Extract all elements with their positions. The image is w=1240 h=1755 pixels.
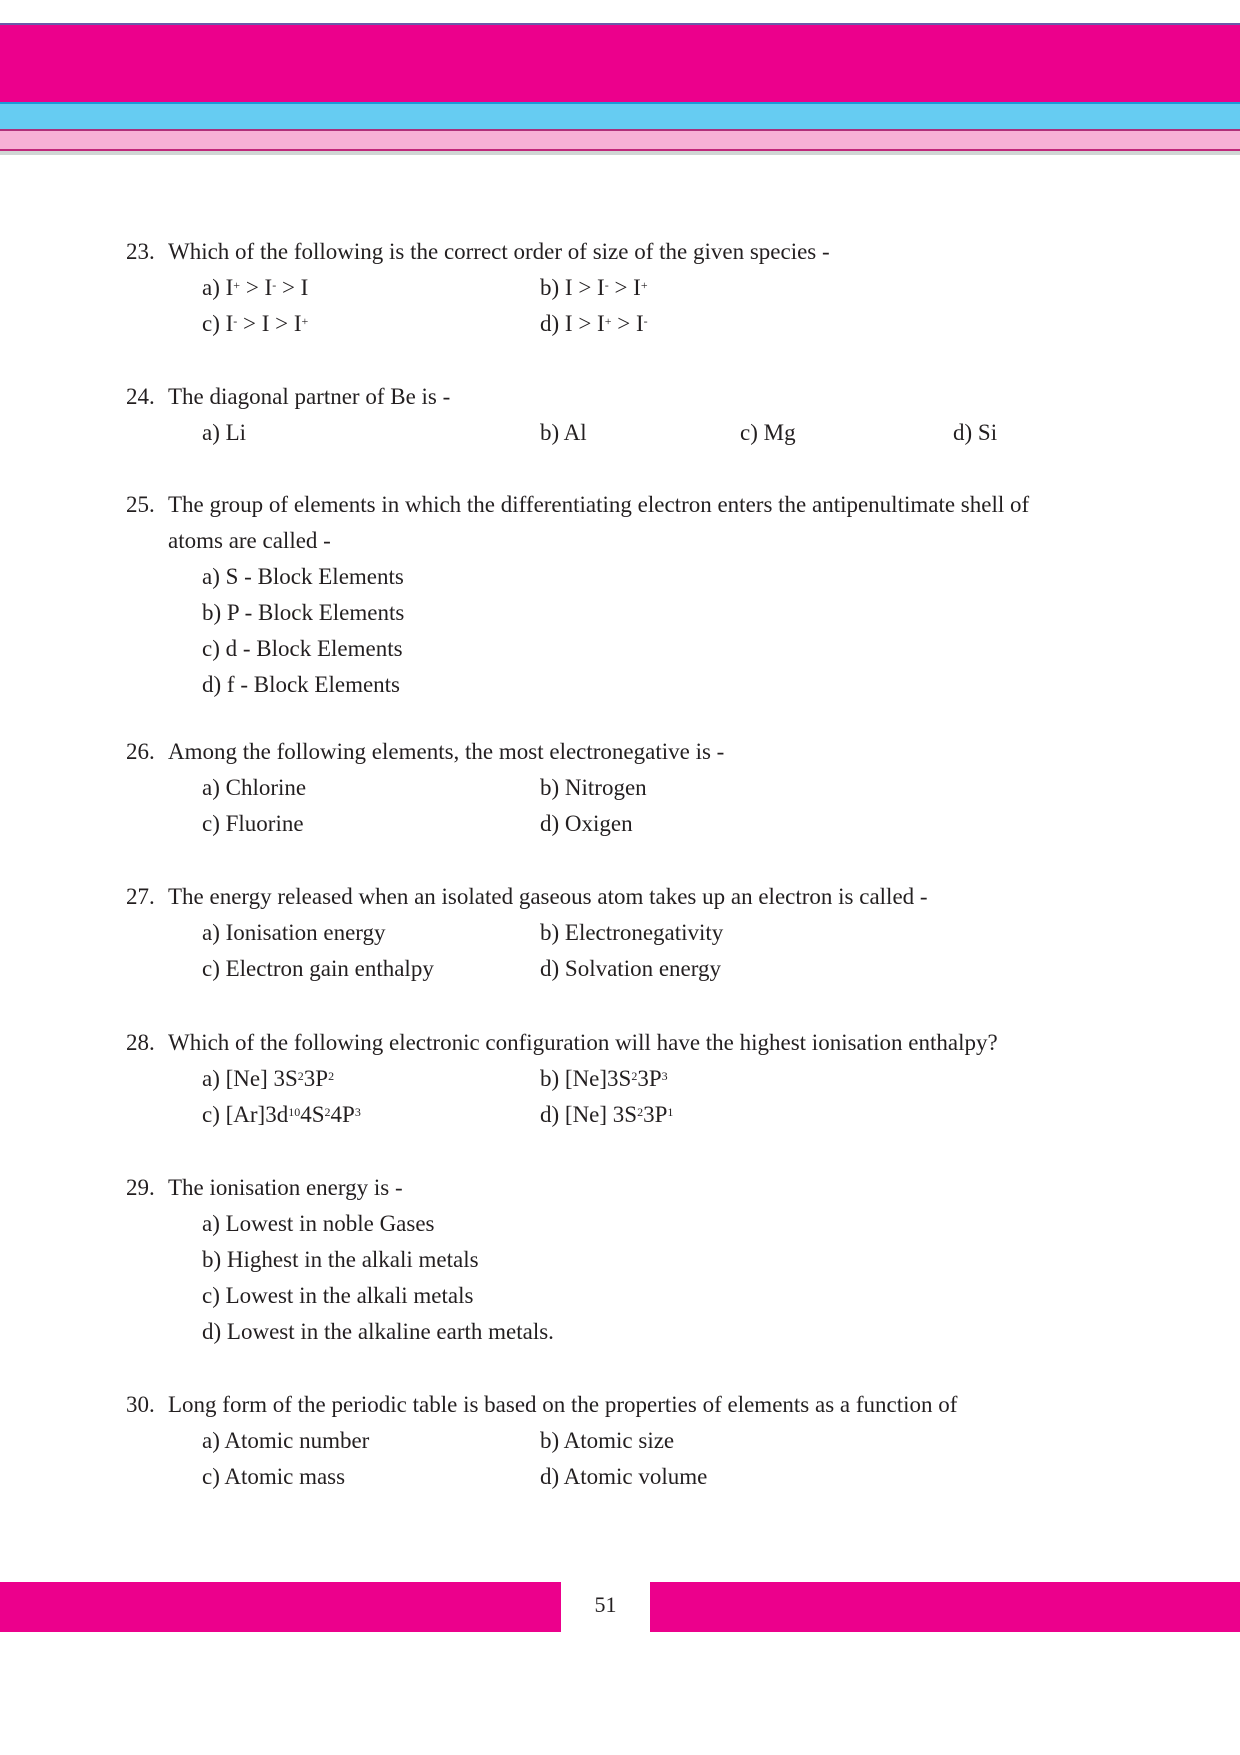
- header-band-pink: [0, 131, 1240, 149]
- option-a: [202, 559, 404, 595]
- option-text: > I: [611, 311, 644, 336]
- option-text: b) [Ne]3S: [540, 1066, 632, 1091]
- option-text: b) P - Block Elements: [202, 600, 405, 625]
- superscript: 2: [328, 1069, 335, 1083]
- option-row: [126, 559, 1126, 595]
- question-23: [126, 234, 1126, 342]
- option-row: [126, 915, 1126, 951]
- option-c: [202, 951, 434, 987]
- option-c: [202, 806, 304, 842]
- option-text: c) Lowest in the alkali metals: [202, 1283, 474, 1308]
- option-text: c) Mg: [740, 420, 796, 445]
- question-number: 29.: [126, 1175, 155, 1200]
- option-c: [202, 1459, 345, 1495]
- question-text: Which of the following is the correct order of size of the given species -: [168, 239, 830, 264]
- option-text: b) Highest in the alkali metals: [202, 1247, 479, 1272]
- option-c: [202, 306, 308, 342]
- superscript: 2: [631, 1069, 638, 1083]
- question-text: atoms are called -: [168, 528, 331, 553]
- option-c: [202, 1097, 361, 1133]
- option-a: [202, 415, 246, 451]
- question-text-line: [126, 379, 1126, 415]
- option-row: [126, 1061, 1126, 1097]
- question-text-line: [126, 879, 1126, 915]
- option-d: [540, 806, 633, 842]
- superscript: -: [604, 278, 609, 292]
- question-text: Which of the following electronic configuration will have the highest ionisation enthalpy?: [168, 1030, 998, 1055]
- question-number: 28.: [126, 1030, 155, 1055]
- question-text-line: [126, 1170, 1126, 1206]
- option-text: b) Al: [540, 420, 587, 445]
- question-number: 23.: [126, 239, 155, 264]
- option-text: c) Fluorine: [202, 811, 304, 836]
- question-29: [126, 1170, 1126, 1350]
- option-b: [202, 595, 404, 631]
- option-text: b) Nitrogen: [540, 775, 647, 800]
- option-b: [202, 1242, 479, 1278]
- option-text: d) Si: [953, 420, 998, 445]
- question-26: [126, 734, 1126, 842]
- superscript: 10: [288, 1105, 301, 1119]
- question-number: 27.: [126, 884, 155, 909]
- question-text-line: [126, 234, 1126, 270]
- option-row: [126, 1278, 1126, 1314]
- question-text: The diagonal partner of Be is -: [168, 384, 451, 409]
- option-a: [202, 915, 386, 951]
- option-text: b) Electronegativity: [540, 920, 724, 945]
- option-a: [202, 1423, 369, 1459]
- option-text: > I > I: [237, 311, 302, 336]
- option-row: [126, 667, 1126, 703]
- question-25: [126, 487, 1126, 703]
- superscript: 2: [297, 1069, 304, 1083]
- option-row: [126, 1459, 1126, 1495]
- option-b: [540, 1423, 674, 1459]
- superscript: 3: [661, 1069, 668, 1083]
- footer-bar-left: [0, 1582, 561, 1632]
- option-text: d) f - Block Elements: [202, 672, 401, 697]
- option-text: d) Oxigen: [540, 811, 633, 836]
- option-row: [126, 1423, 1126, 1459]
- option-row: [126, 1242, 1126, 1278]
- question-text-line: [126, 1387, 1126, 1423]
- option-text: d) [Ne] 3S: [540, 1102, 638, 1127]
- question-text: Among the following elements, the most electronegative is -: [168, 739, 725, 764]
- option-text: c) I: [202, 311, 234, 336]
- option-c: [740, 415, 796, 451]
- option-text: > I: [608, 275, 641, 300]
- page-number: 51: [594, 1592, 617, 1617]
- question-number: 30.: [126, 1392, 155, 1417]
- superscript: -: [233, 314, 238, 328]
- option-text: d) Lowest in the alkaline earth metals.: [202, 1319, 554, 1344]
- superscript: +: [640, 278, 648, 292]
- option-text: c) [Ar]3d: [202, 1102, 289, 1127]
- question-text: Long form of the periodic table is based on the properties of elements as a function of: [168, 1392, 958, 1417]
- option-a: [202, 1206, 435, 1242]
- question-text: The group of elements in which the differentiating electron enters the antipenultimate shell of: [168, 492, 1030, 517]
- option-text: a) I: [202, 275, 234, 300]
- option-row: [126, 631, 1126, 667]
- question-24: [126, 379, 1126, 451]
- superscript: 1: [667, 1105, 674, 1119]
- option-a: [202, 1061, 334, 1097]
- footer-bar-right: [650, 1582, 1240, 1632]
- header-band-magenta: [0, 25, 1240, 102]
- option-text: c) d - Block Elements: [202, 636, 403, 661]
- option-text: > I: [240, 275, 273, 300]
- option-text: c) Electron gain enthalpy: [202, 956, 434, 981]
- header-band-grey: [0, 151, 1240, 155]
- option-row: [126, 415, 1126, 451]
- option-text: 4P: [330, 1102, 355, 1127]
- question-text: The energy released when an isolated gaseous atom takes up an electron is called -: [168, 884, 928, 909]
- option-text: 4S: [300, 1102, 325, 1127]
- superscript: 2: [324, 1105, 331, 1119]
- option-row: [126, 595, 1126, 631]
- option-text: a) Atomic number: [202, 1428, 370, 1453]
- question-28: [126, 1025, 1126, 1133]
- option-text: a) Lowest in noble Gases: [202, 1211, 435, 1236]
- option-text: c) Atomic mass: [202, 1464, 346, 1489]
- option-d: [540, 951, 721, 987]
- question-number: 24.: [126, 384, 155, 409]
- option-row: [126, 1314, 1126, 1350]
- option-text: a) Chlorine: [202, 775, 307, 800]
- option-b: [540, 770, 647, 806]
- option-text: a) Li: [202, 420, 247, 445]
- question-number: 25.: [126, 492, 155, 517]
- option-row: [126, 270, 1126, 306]
- option-text: a) Ionisation energy: [202, 920, 386, 945]
- option-c: [202, 1278, 473, 1314]
- option-row: [126, 951, 1126, 987]
- superscript: +: [604, 314, 612, 328]
- option-text: d) Atomic volume: [540, 1464, 708, 1489]
- option-text: 3P: [643, 1102, 668, 1127]
- question-text-line: [126, 1025, 1126, 1061]
- option-b: [540, 270, 648, 306]
- option-d: [540, 306, 648, 342]
- question-number: 26.: [126, 739, 155, 764]
- option-text: 3P: [303, 1066, 329, 1091]
- option-text: b) Atomic size: [540, 1428, 675, 1453]
- option-text: d) Solvation energy: [540, 956, 721, 981]
- option-d: [540, 1459, 707, 1495]
- superscript: +: [233, 278, 241, 292]
- option-text: b) I > I: [540, 275, 605, 300]
- option-row: [126, 806, 1126, 842]
- option-b: [540, 415, 587, 451]
- option-row: [126, 306, 1126, 342]
- option-d: [202, 1314, 554, 1350]
- option-b: [540, 915, 723, 951]
- option-row: [126, 1097, 1126, 1133]
- question-text: The ionisation energy is -: [168, 1175, 403, 1200]
- option-a: [202, 270, 308, 306]
- header-band-cyan: [0, 104, 1240, 129]
- superscript: +: [301, 314, 309, 328]
- option-text: 3P: [637, 1066, 662, 1091]
- option-text: a) [Ne] 3S: [202, 1066, 298, 1091]
- option-d: [953, 415, 997, 451]
- option-b: [540, 1061, 668, 1097]
- option-d: [540, 1097, 673, 1133]
- question-text-line: [126, 734, 1126, 770]
- option-a: [202, 770, 306, 806]
- superscript: 3: [354, 1105, 361, 1119]
- option-d: [202, 667, 400, 703]
- option-row: [126, 1206, 1126, 1242]
- option-c: [202, 631, 403, 667]
- question-30: [126, 1387, 1126, 1495]
- option-text: a) S - Block Elements: [202, 564, 404, 589]
- option-row: [126, 770, 1126, 806]
- question-text-line: [126, 523, 1126, 559]
- superscript: -: [643, 314, 648, 328]
- question-text-line: [126, 487, 1126, 523]
- option-text: d) I > I: [540, 311, 605, 336]
- option-text: > I: [276, 275, 309, 300]
- superscript: -: [272, 278, 277, 292]
- superscript: 2: [637, 1105, 644, 1119]
- question-27: [126, 879, 1126, 987]
